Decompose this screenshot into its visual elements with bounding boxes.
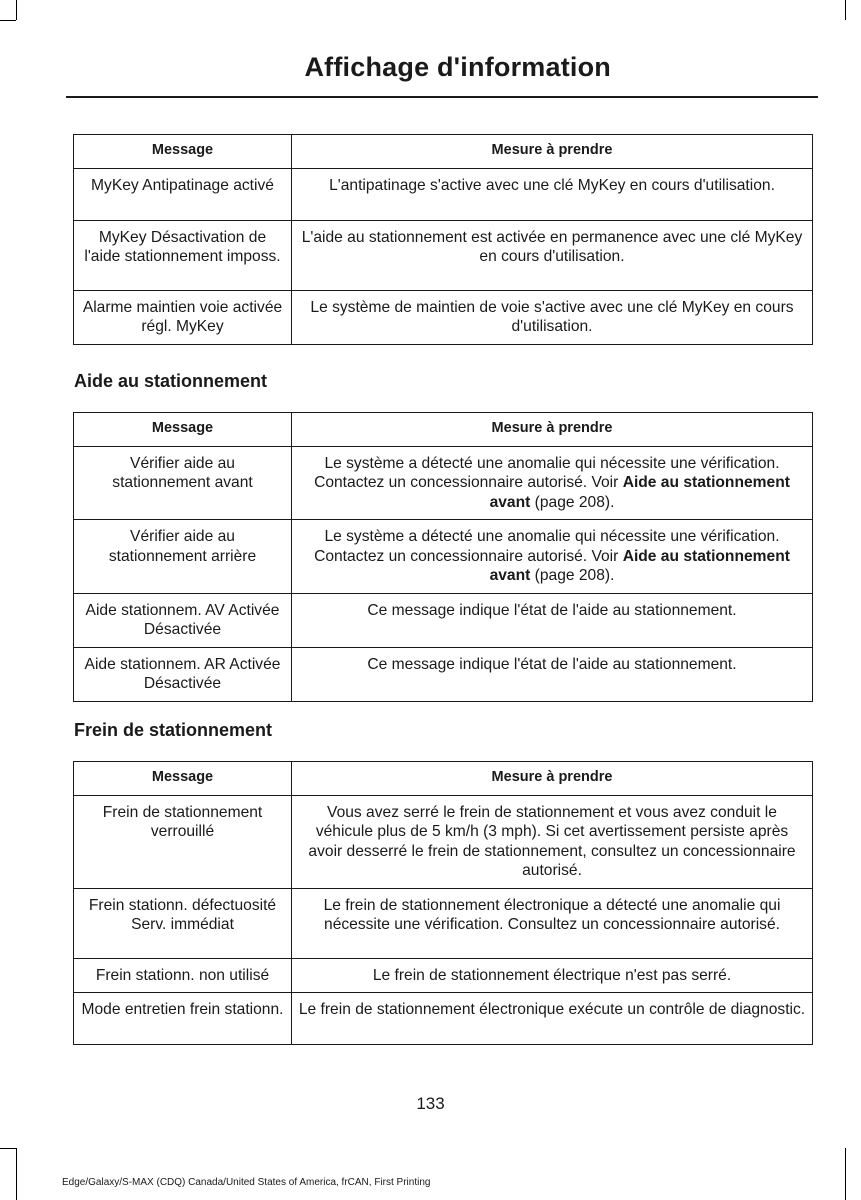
table-header-row — [74, 135, 813, 169]
message-cell: Vérifier aide au stationnement arrière — [74, 520, 292, 594]
table-row — [74, 520, 813, 594]
parking-aid-messages-table — [73, 412, 813, 702]
message-cell: MyKey Désactivation de l'aide stationnement imposs. — [74, 220, 292, 290]
table-row — [74, 290, 813, 344]
section-heading-parking-brake: Frein de stationnement — [74, 720, 273, 740]
title-divider — [66, 96, 818, 98]
action-cell: Ce message indique l'état de l'aide au stationnement. — [292, 647, 813, 701]
table-row — [74, 593, 813, 647]
page-reference: (page 208). — [534, 567, 615, 584]
action-cell: Le frein de stationnement électrique n'est pas serré. — [292, 958, 813, 993]
message-cell: Frein de stationnement verrouillé — [74, 795, 292, 888]
action-text: Le système a détecté une anomalie qui nécessite une vérification. Contactez un concessionnaire autorisé. Voir — [314, 454, 780, 491]
table-row — [74, 888, 813, 958]
action-cell: Le frein de stationnement électronique a détecté une anomalie qui nécessite une vérification. Consultez un concessionnaire autorisé. — [292, 888, 813, 958]
crop-mark — [0, 20, 16, 21]
action-cell — [292, 446, 813, 520]
parking-brake-messages-table — [73, 761, 813, 1045]
page-number: 133 — [416, 1094, 445, 1113]
page-reference: (page 208). — [534, 493, 615, 511]
message-cell: Mode entretien frein stationn. — [74, 993, 292, 1045]
table-row — [74, 168, 813, 220]
action-cell: Le système de maintien de voie s'active avec une clé MyKey en cours d'utilisation. — [292, 290, 813, 344]
crop-mark — [16, 0, 17, 20]
message-cell: MyKey Antipatinage activé — [74, 168, 292, 220]
table-row — [74, 958, 813, 993]
column-header-message: Message — [74, 135, 292, 169]
table-row — [74, 220, 813, 290]
table-row — [74, 446, 813, 520]
mykey-messages-table — [73, 134, 813, 345]
cross-reference-link[interactable]: Aide au stationnement avant — [489, 547, 790, 584]
crop-mark — [16, 1148, 17, 1200]
crop-mark — [0, 1148, 16, 1149]
column-header-action: Mesure à prendre — [292, 762, 813, 796]
action-cell: Le frein de stationnement électronique exécute un contrôle de diagnostic. — [292, 993, 813, 1045]
action-cell: Vous avez serré le frein de stationnement et vous avez conduit le véhicule plus de 5 km/h (3 mph). Si cet avertissement persiste après avoir desserré le frein de stationnement, consultez un concessionnaire autorisé. — [292, 795, 813, 888]
crop-mark — [845, 1148, 846, 1200]
message-cell: Aide stationnem. AV Activée Désactivée — [74, 593, 292, 647]
message-cell: Alarme maintien voie activée régl. MyKey — [74, 290, 292, 344]
page-title: Affichage d'information — [304, 52, 611, 82]
action-cell: L'antipatinage s'active avec une clé MyKey en cours d'utilisation. — [292, 168, 813, 220]
table-header-row — [74, 762, 813, 796]
table-row — [74, 647, 813, 701]
table-row — [74, 795, 813, 888]
cross-reference-link[interactable]: Aide au stationnement avant — [489, 474, 790, 511]
message-cell: Frein stationn. non utilisé — [74, 958, 292, 993]
message-cell: Frein stationn. défectuosité Serv. immédiat — [74, 888, 292, 958]
column-header-message: Message — [74, 413, 292, 447]
footer-print-info: Edge/Galaxy/S-MAX (CDQ) Canada/United States of America, frCAN, First Printing — [62, 1177, 431, 1188]
section-heading-parking-aid: Aide au stationnement — [74, 371, 268, 391]
message-cell: Vérifier aide au stationnement avant — [74, 446, 292, 520]
table-header-row — [74, 413, 813, 447]
crop-mark — [845, 0, 846, 20]
action-text: Le système a détecté une anomalie qui nécessite une vérification. Contactez un concessionnaire autorisé. Voir — [314, 528, 780, 565]
column-header-action: Mesure à prendre — [292, 413, 813, 447]
table-row — [74, 993, 813, 1045]
action-cell: L'aide au stationnement est activée en permanence avec une clé MyKey en cours d'utilisation. — [292, 220, 813, 290]
message-cell: Aide stationnem. AR Activée Désactivée — [74, 647, 292, 701]
action-cell — [292, 520, 813, 594]
action-cell: Ce message indique l'état de l'aide au stationnement. — [292, 593, 813, 647]
column-header-message: Message — [74, 762, 292, 796]
column-header-action: Mesure à prendre — [292, 135, 813, 169]
